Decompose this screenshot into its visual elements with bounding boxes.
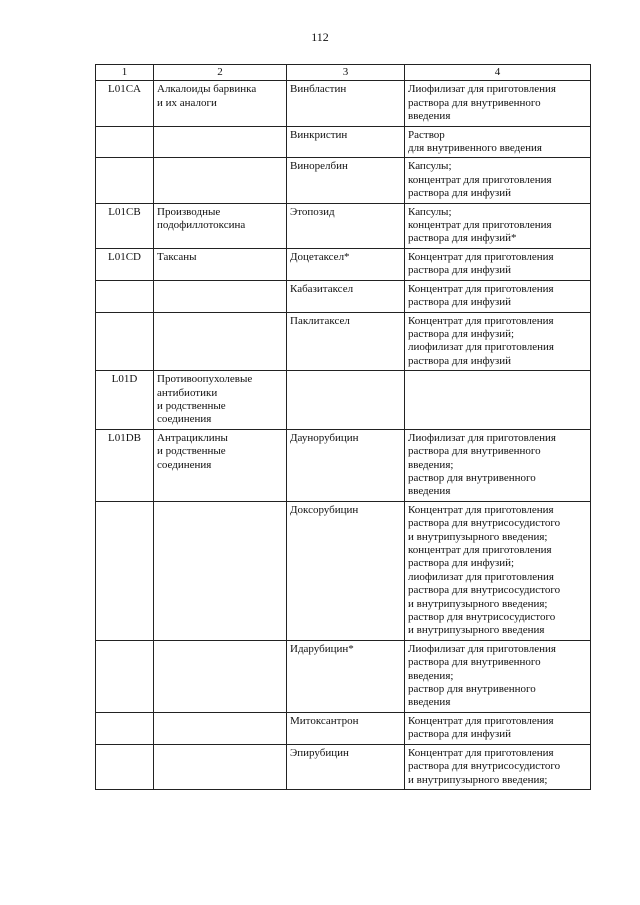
dosage-form-line: раствора для инфузий [408,264,511,277]
dosage-form-line: Концентрат для приготовления [408,714,554,727]
column-header-1: 1 [96,65,154,81]
dosage-form-line: раствора для внутрисосудистого [408,760,561,773]
pharm-group-line: соединения [157,458,212,471]
dosage-form-line: и внутрипузырного введения; [408,773,548,786]
dosage-form-cell [405,248,591,280]
dosage-form-cell [405,158,591,203]
atc-code-cell [96,501,154,640]
dosage-form-cell [405,280,591,312]
table-row [96,126,591,158]
table-body [96,81,591,790]
dosage-form-line: и внутрипузырного введения; [408,530,548,543]
atc-code-cell: L01DB [96,429,154,501]
atc-code-cell: L01CB [96,203,154,248]
drug-name-cell: Винорелбин [287,158,405,203]
drug-name-cell: Доцетаксел* [287,248,405,280]
dosage-form-line: раствора для инфузий [408,187,511,200]
dosage-form-line: Капсулы; [408,205,452,218]
dosage-form-line: раствора для инфузий* [408,232,517,245]
atc-code-cell [96,158,154,203]
page-number: 112 [311,30,329,44]
atc-code-cell [96,280,154,312]
table-row [96,429,591,501]
pharm-group-line: Противоопухолевые [157,373,253,386]
table-row [96,744,591,789]
dosage-form-line: введения; [408,458,454,471]
dosage-form-line: Лиофилизат для приготовления [408,83,556,96]
dosage-form-line: раствора для инфузий; [408,327,515,340]
drug-name-cell: Доксорубицин [287,501,405,640]
dosage-form-line: и внутрипузырного введения; [408,597,548,610]
drug-name-cell: Идарубицин* [287,640,405,712]
dosage-form-line: введения [408,696,451,709]
table-row [96,203,591,248]
pharm-group-cell [154,126,287,158]
dosage-form-line: Лиофилизат для приготовления [408,431,556,444]
pharm-group-cell [154,81,287,126]
dosage-form-line: Лиофилизат для приготовления [408,642,556,655]
pharm-group-line: Алкалоиды барвинка [157,83,257,96]
pharm-group-cell [154,371,287,430]
dosage-form-line: концентрат для приготовления [408,544,552,556]
table-row [96,501,591,640]
atc-code-cell: L01CD [96,248,154,280]
pharm-group-line: и родственные [157,399,226,412]
table-row [96,371,591,430]
drug-name-cell: Кабазитаксел [287,280,405,312]
dosage-form-cell [405,126,591,158]
pharm-group-cell [154,712,287,744]
pharm-group-line: Антрациклины [157,431,228,444]
dosage-form-line: раствора для внутривенного [408,445,541,458]
dosage-form-line: раствора для внутривенного [408,96,541,109]
dosage-form-line: введения [408,110,451,123]
atc-code-cell [96,312,154,371]
table-row [96,158,591,203]
drug-name-cell: Митоксантрон [287,712,405,744]
atc-code-cell [96,640,154,712]
table-row [96,312,591,371]
atc-code-cell: L01D [96,371,154,430]
dosage-form-line: Концентрат для приготовления [408,250,554,263]
drug-name-cell: Паклитаксел [287,312,405,371]
dosage-form-cell [405,744,591,789]
atc-code-cell [96,126,154,158]
column-header-3: 3 [287,65,405,81]
table-row [96,248,591,280]
pharm-group-line: Таксаны [157,250,197,263]
dosage-form-cell [405,712,591,744]
table-row [96,640,591,712]
drug-name-cell: Даунорубицин [287,429,405,501]
dosage-form-line: лиофилизат для приготовления [408,341,554,354]
dosage-form-line: концентрат для приготовления [408,173,552,186]
dosage-form-line: введения; [408,669,454,682]
dosage-form-line: раствора для инфузий [408,296,511,309]
dosage-form-cell [405,501,591,640]
pharm-group-cell [154,501,287,640]
pharm-group-cell [154,429,287,501]
drug-name-cell: Винбластин [287,81,405,126]
dosage-form-line: раствора для внутрисосудистого [408,584,561,597]
header-row [96,65,591,81]
dosage-form-cell [405,312,591,371]
pharm-group-cell [154,312,287,371]
pharm-group-line: и родственные [157,445,226,458]
pharm-group-line: соединения [157,413,212,426]
dosage-form-line: раствор для внутривенного [408,471,536,484]
pharm-group-cell [154,203,287,248]
dosage-form-cell [405,203,591,248]
dosage-form-cell [405,640,591,712]
pharm-group-cell [154,744,287,789]
pharm-group-line: Производные [157,205,221,218]
dosage-form-line: концентрат для приготовления [408,219,552,232]
drug-name-cell: Этопозид [287,203,405,248]
dosage-form-line: Концентрат для приготовления [408,746,554,759]
drug-table [95,64,591,790]
pharm-group-line: подофиллотоксина [157,219,246,232]
dosage-form-cell [405,371,591,430]
dosage-form-line: раствора для инфузий [408,728,511,741]
dosage-form-line: раствор для внутрисосудистого [408,611,556,624]
atc-code-cell [96,712,154,744]
pharm-group-cell [154,248,287,280]
dosage-form-line: для внутривенного введения [408,142,542,155]
pharm-group-cell [154,158,287,203]
column-header-2: 2 [154,65,287,81]
dosage-form-line: Концентрат для приготовления [408,314,554,327]
dosage-form-line: лиофилизат для приготовления [408,570,554,583]
drug-name-cell: Эпирубицин [287,744,405,789]
dosage-form-line: и внутрипузырного введения [408,624,545,637]
pharm-group-cell [154,640,287,712]
drug-name-cell [287,371,405,430]
dosage-form-line: раствора для инфузий [408,354,511,367]
dosage-form-line: Раствор [408,128,445,141]
table-row [96,712,591,744]
table-row [96,81,591,126]
dosage-form-line: раствора для инфузий; [408,557,515,570]
drug-name-cell: Винкристин [287,126,405,158]
dosage-form-line: раствора для внутривенного [408,656,541,669]
atc-code-cell: L01CA [96,81,154,126]
pharm-group-cell [154,280,287,312]
pharm-group-line: антибиотики [157,386,218,399]
dosage-form-line: Концентрат для приготовления [408,282,554,295]
dosage-form-line: введения [408,485,451,498]
dosage-form-cell [405,429,591,501]
dosage-form-cell [405,81,591,126]
atc-code-cell [96,744,154,789]
dosage-form-line: раствор для внутривенного [408,683,536,696]
dosage-form-line: Капсулы; [408,160,452,173]
dosage-form-line: раствора для внутрисосудистого [408,517,561,530]
table-row [96,280,591,312]
pharm-group-line: и их аналоги [157,96,217,109]
dosage-form-line: Концентрат для приготовления [408,503,554,516]
column-header-4: 4 [405,65,591,81]
